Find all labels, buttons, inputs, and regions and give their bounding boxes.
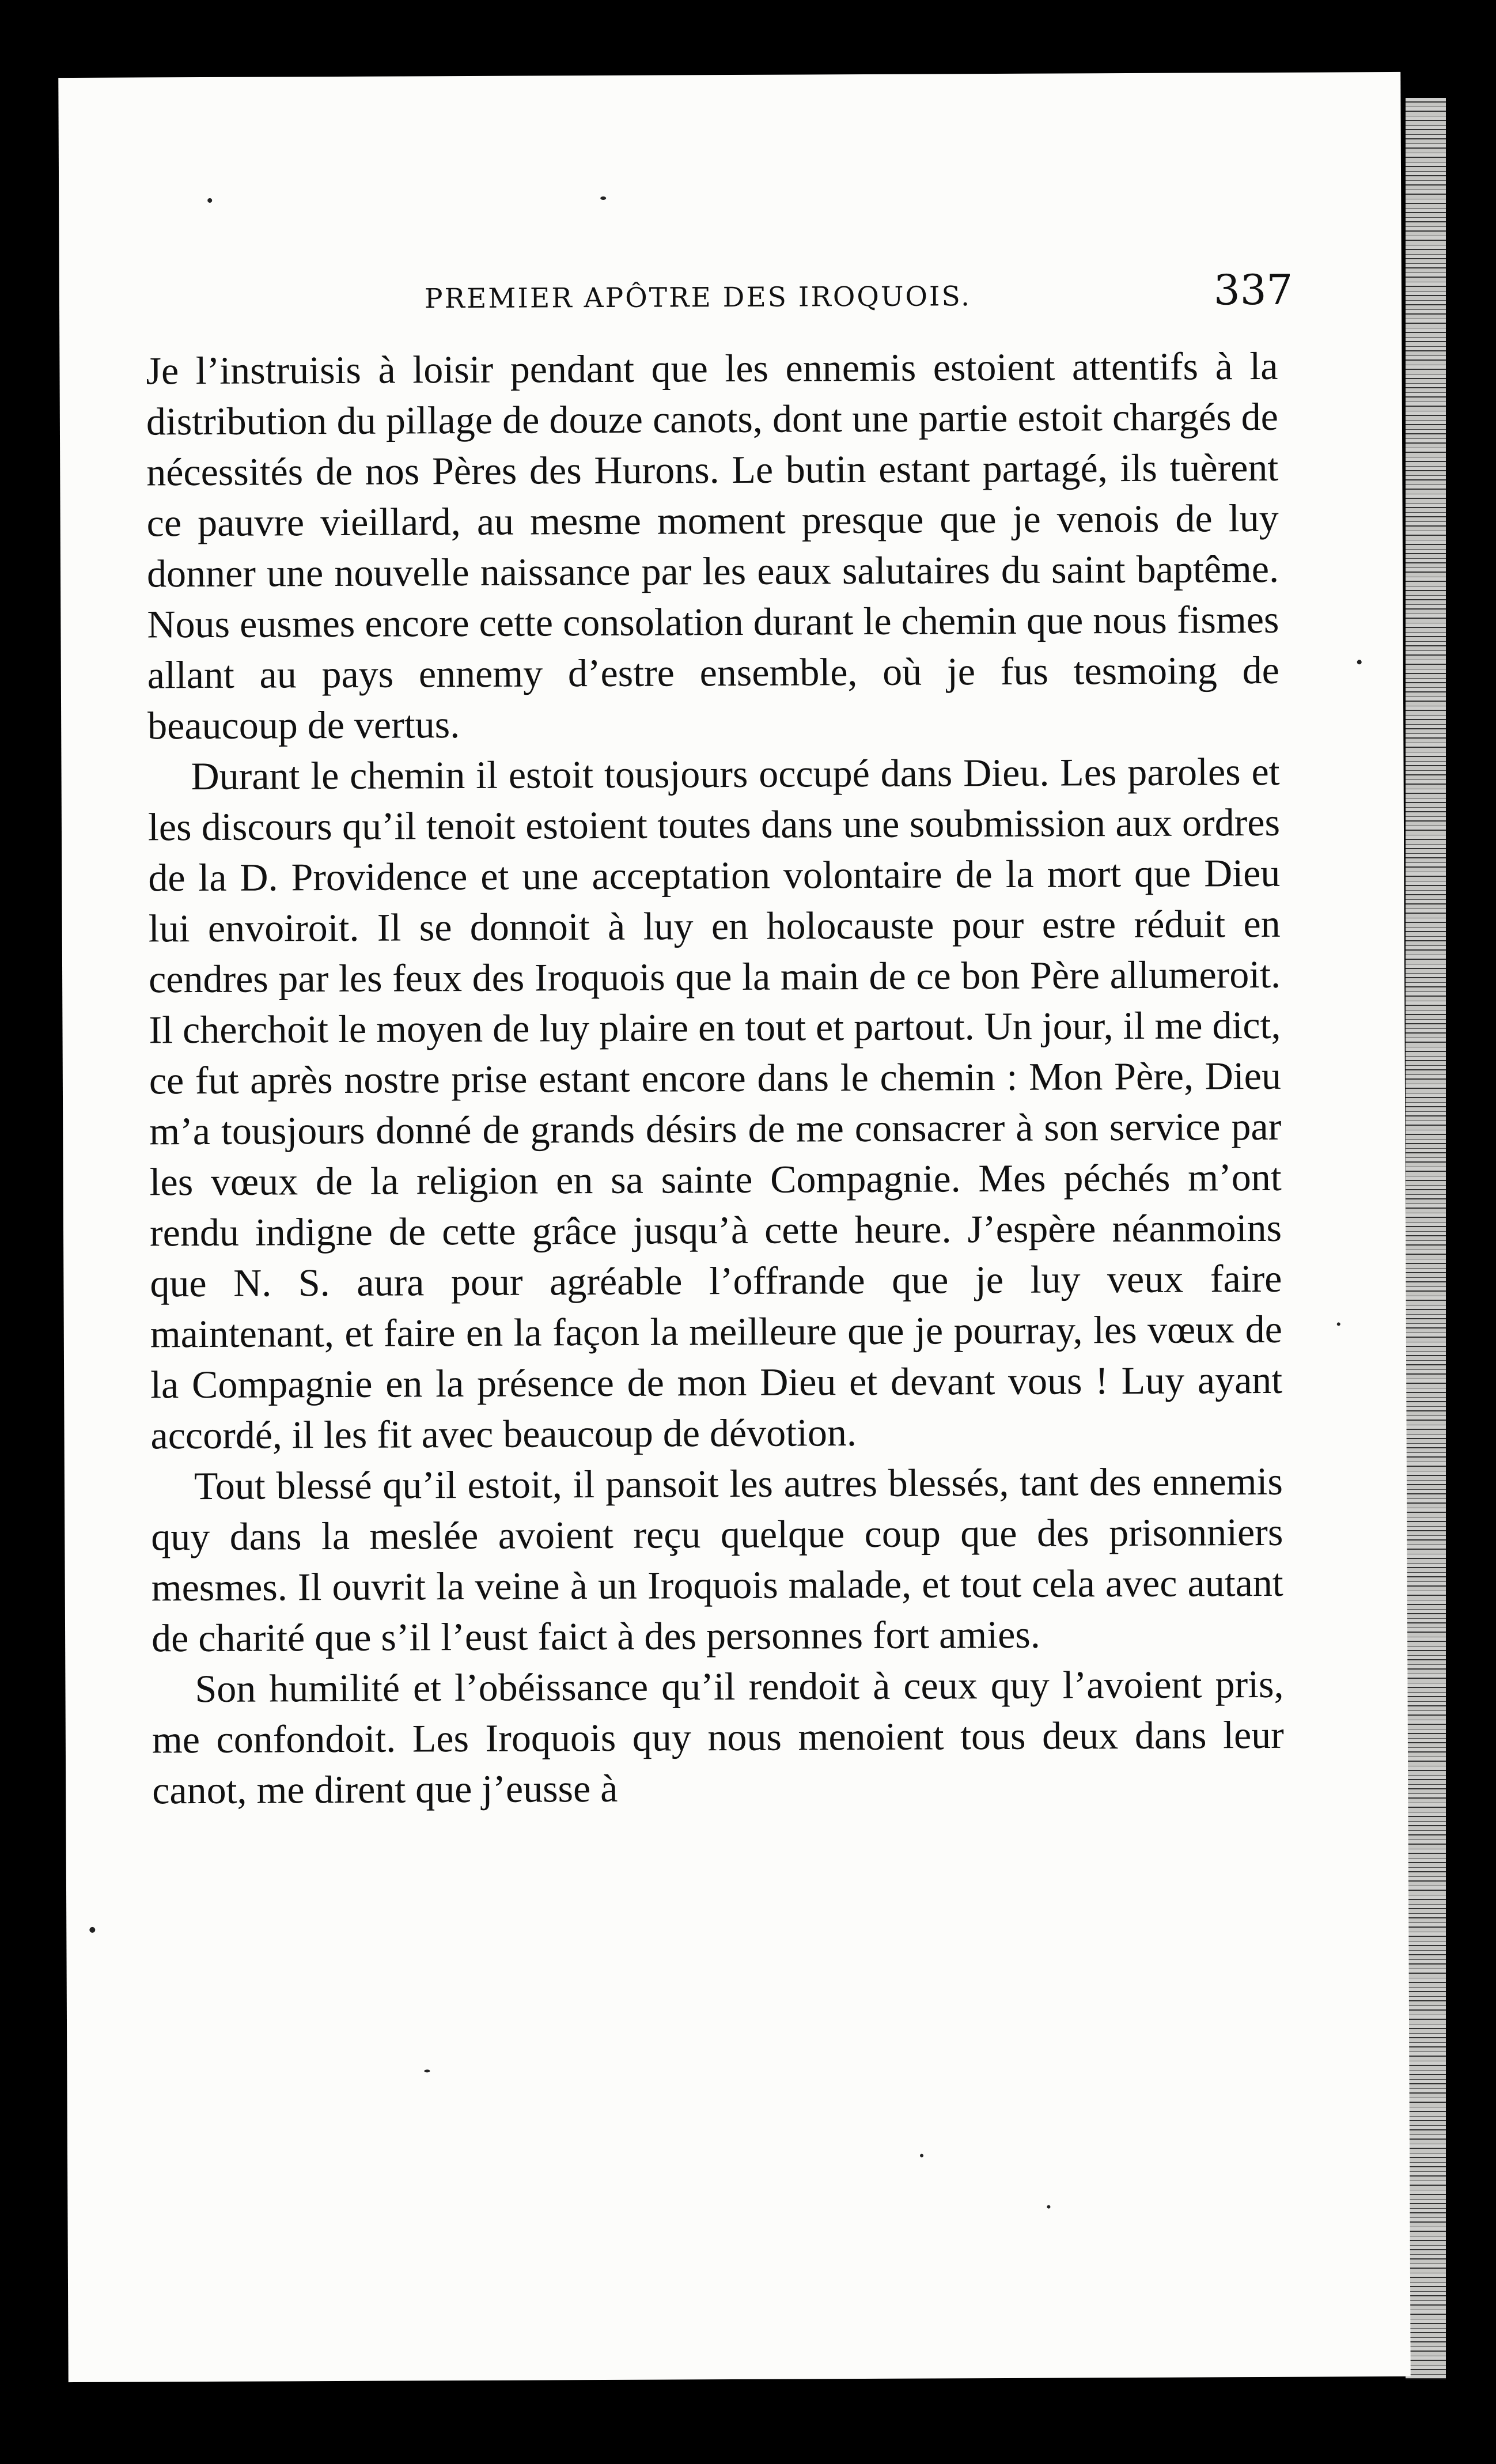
page-stack-edge: [1406, 98, 1446, 2379]
running-head: PREMIER APÔTRE DES IROQUOIS.: [424, 281, 972, 315]
page-header: [157, 265, 1293, 328]
body-text: [146, 340, 1284, 1816]
print-speck: [600, 196, 606, 200]
paragraph-4: Son humilité et l’obéissance qu’il rendoit à ceux quy l’avoient pris, me confondoit. Les Iroquois quy nous menoient tous deux dans leur canot, me dirent que j’eusse à: [152, 1661, 1285, 1812]
paragraph-2: Durant le chemin il estoit tousjours occupé dans Dieu. Les paroles et les discours qu’il tenoit estoient toutes dans une soubmission aux ordres de la D. Providence et une acceptation volontaire de la mort que Dieu lui envoiroit. Il se donnoit à luy en holocauste pour estre réduit en cendres par les feux des Iroquois que la main de ce bon Père allumeroit. Il cherchoit le moyen de luy plaire en tout et partout. Un jour, il me dict, ce fut après nostre prise estant encore dans le chemin : Mon Père, Dieu m’a tousjours donné de grands désirs de me consacrer à son service par les vœux de la religion en sa sainte Compagnie. Mes péchés m’ont rendu indigne de cette grâce jusqu’à cette heure. J’espère néanmoins que N. S. aura pour agréable l’offrande que je luy veux faire maintenant, et faire en la façon la meilleure que je pourray, les vœux de la Compagnie en la présence de mon Dieu et devant vous ! Luy ayant accordé, il les fit avec beaucoup de dévotion.: [147, 749, 1283, 1458]
page-number: 337: [1213, 265, 1293, 315]
print-speck: [1337, 1322, 1340, 1326]
print-speck: [1047, 2205, 1050, 2209]
print-speck: [424, 2069, 430, 2072]
print-speck: [207, 198, 212, 203]
print-speck: [1357, 660, 1362, 664]
paragraph-1: Je l’instruisis à loisir pendant que les ennemis estoient attentifs à la distribution du pillage de douze canots, dont une partie estoit chargés de nécessités de nos Pères des Hurons. Le butin estant partagé, ils tuèrent ce pauvre vieillard, au mesme moment presque que je venois de luy donner une nouvelle naissance par les eaux salutaires du saint baptême. Nous eusmes encore cette consolation durant le chemin que nous fismes allant au pays ennemy d’estre ensemble, où je fus tesmoing de beaucoup de vertus.: [146, 343, 1279, 748]
print-speck: [89, 1927, 95, 1933]
print-speck: [920, 2154, 923, 2158]
book-page: [58, 72, 1410, 2382]
paragraph-3: Tout blessé qu’il estoit, il pansoit les autres blessés, tant des ennemis quy dans la meslée avoient reçu quelque coup que des prisonniers mesmes. Il ouvrit la veine à un Iroquois malade, et tout cela avec autant de charité que s’il l’eust faict à des personnes fort amies.: [151, 1459, 1283, 1660]
